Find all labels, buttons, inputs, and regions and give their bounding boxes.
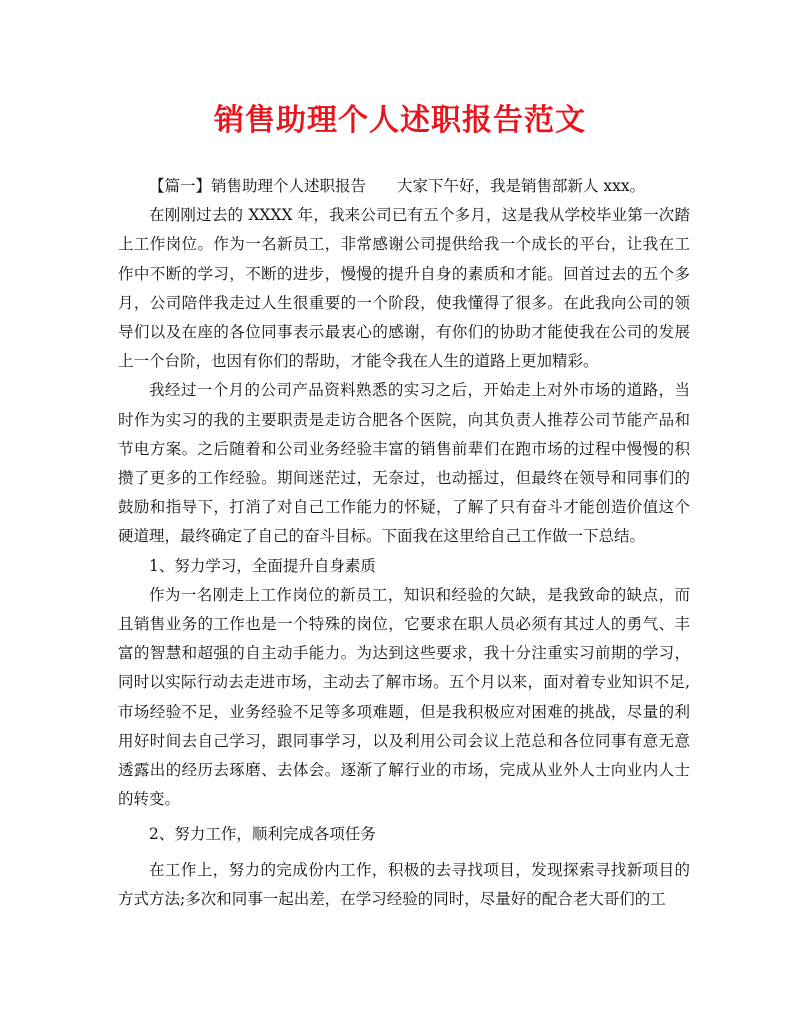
section-2-heading: 2、努力工作，顺利完成各项任务 (149, 825, 376, 844)
document-body (118, 172, 690, 914)
document-title: 销售助理个人述职报告范文 (214, 103, 586, 138)
section-1-heading: 1、努力学习，全面提升自身素质 (149, 556, 376, 575)
section-1-text: 作为一名刚走上工作岗位的新员工，知识和经验的欠缺，是我致命的缺点，而且销售业务的工作也是一个特殊的岗位，它要求在职人员必须有其过人的勇气、丰富的智慧和超强的自主动手能力。为达到这些要求，我十分注重实习前期的学习，同时以实际行动去走进市场，主动去了解市场。五个月以来，面对着专业知识不足,市场经验不足，业务经验不足等多项难题，但是我积极应对困难的挑战，尽量的利用好时间去自己学习，跟同事学习，以及利用公司会议上范总和各位同事有意无意透露出的经历去琢磨、去体会。逐渐了解行业的市场，完成从业外人士向业内人士的转变。 (118, 585, 690, 809)
paragraph-1: 在刚刚过去的 XXXX 年，我来公司已有五个多月，这是我从学校毕业第一次踏上工作岗位。作为一名新员工，非常感谢公司提供给我一个成长的平台，让我在工作中不断的学习，不断的进步，慢慢的提升自身的素质和才能。回首过去的五个多月，公司陪伴我走过人生很重要的一个阶段，使我懂得了很多。在此我向公司的领导们以及在座的各位同事表示最衷心的感谢，有你们的协助才能使我在公司的发展上一个台阶，也因有你们的帮助，才能令我在人生的道路上更加精彩。 (118, 206, 690, 371)
paragraph-2: 我经过一个月的公司产品资料熟悉的实习之后，开始走上对外市场的道路，当时作为实习的我的主要职责是走访合肥各个医院，向其负责人推荐公司节能产品和节电方案。之后随着和公司业务经验丰富的销售前辈们在跑市场的过程中慢慢的积攒了更多的工作经验。期间迷茫过，无奈过，也动摇过，但最终在领导和同事们的鼓励和指导下，打消了对自己工作能力的怀疑，了解了只有奋斗才能创造价值这个硬道理，最终确定了自己的奋斗目标。下面我在这里给自己工作做一下总结。 (118, 381, 690, 546)
intro-line: 【篇一】销售助理个人述职报告 大家下午好，我是销售部新人 xxx。 (149, 177, 646, 195)
section-2-text: 在工作上，努力的完成份内工作，积极的去寻找项目，发现探索寻找新项目的方式方法;多次和同事一起出差，在学习经验的同时，尽量好的配合老大哥们的工 (118, 860, 690, 908)
